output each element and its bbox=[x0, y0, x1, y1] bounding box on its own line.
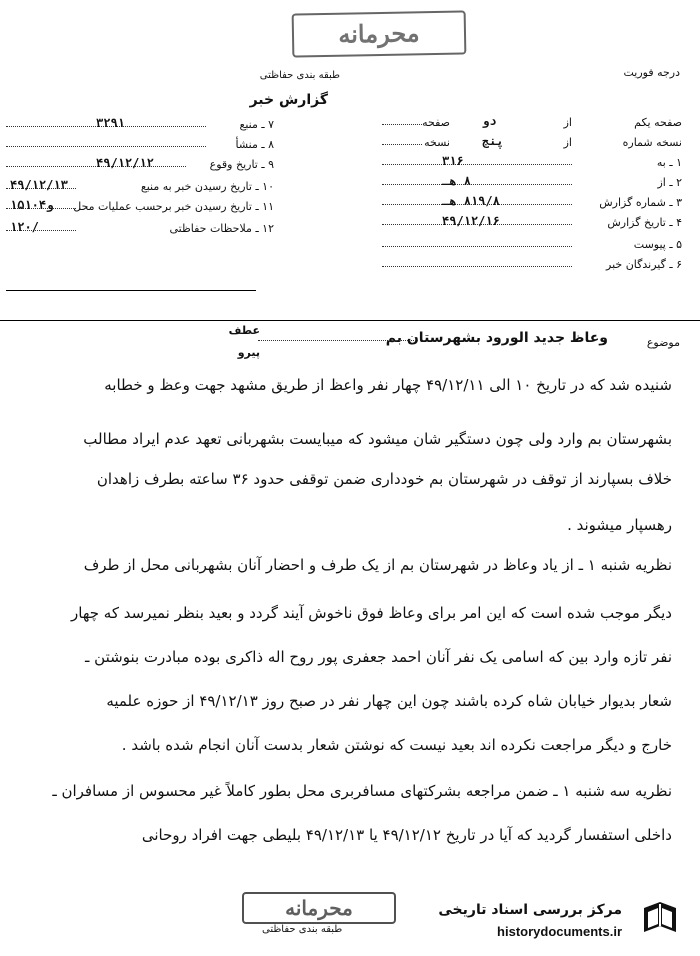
subject-text: وعاظ جدید الورود بشهرستان بم bbox=[385, 330, 608, 346]
left-field-row bbox=[6, 118, 274, 134]
footer-classification: طبقه بندی حفاظتی bbox=[262, 924, 343, 935]
right-field-row bbox=[382, 136, 682, 152]
field-dotted-line bbox=[382, 164, 572, 165]
field-value: ۳۱۶ bbox=[442, 154, 464, 168]
left-field-row bbox=[6, 138, 274, 154]
body-line: شنیده شد که در تاریخ ۱۰ الی ۴۹/۱۲/۱۱ چهار نفر واعظ از طریق مشهد جهت وعظ و خطابه bbox=[104, 376, 672, 394]
field-value: ۴۹/۱۲/۱۲ bbox=[96, 156, 154, 170]
field-label: ۹ ـ تاریخ وقوع bbox=[209, 158, 274, 171]
body-line: خلاف بسپارند از توقف در شهرستان بم خودداری ضمن توقفی حدود ۳۶ ساعته بطرف زاهدان bbox=[96, 470, 672, 488]
field-label: صفحه یکم bbox=[634, 116, 682, 129]
priority-label: درجه فوریت bbox=[623, 66, 680, 79]
field-value: ۱۵و۱۰۴ bbox=[10, 198, 54, 212]
body-line: خارج و دیگر مراجعت نکرده اند بعید نیست که نوشتن شعار بدست آنان انجام شده باشد . bbox=[121, 736, 672, 754]
field-dotted-line bbox=[6, 146, 206, 147]
field-label: ۸ ـ منشأ bbox=[235, 138, 274, 151]
field-label: ۱۱ ـ تاریخ رسیدن خبر برحسب عملیات محل bbox=[73, 200, 274, 213]
field-dotted-line bbox=[382, 266, 572, 267]
field-label: ۱ ـ به bbox=[656, 156, 682, 169]
field-dotted-line bbox=[382, 184, 572, 185]
field-label: ۳ ـ شماره گزارش bbox=[599, 196, 682, 209]
left-divider bbox=[6, 290, 256, 291]
field-of-label: از bbox=[563, 116, 572, 129]
field-value: ۸ هـ bbox=[442, 174, 471, 188]
body-line: دیگر موجب شده است که این امر برای وعاظ فوق ناخوش آیند گردد و بعید بنظر نمیرسد که چهار bbox=[71, 604, 672, 622]
field-value: ۴۹/۱۲/۱۶ bbox=[442, 214, 500, 228]
field-of-label: از bbox=[563, 136, 572, 149]
field-value: دو bbox=[482, 114, 497, 128]
body-line: داخلی استفسار گردید که آیا در تاریخ ۴۹/۱۲/۱۲ یا ۴۹/۱۲/۱۳ بلیطی جهت افراد روحانی bbox=[141, 826, 672, 844]
archive-brand-persian: مرکز بررسی اسناد تاریخی bbox=[438, 902, 622, 918]
classification-label: طبقه بندی حفاظتی bbox=[259, 70, 340, 81]
field-label: ۵ ـ پیوست bbox=[633, 238, 682, 251]
field-label: ۴ ـ تاریخ گزارش bbox=[607, 216, 682, 229]
right-field-row bbox=[382, 156, 682, 172]
header-divider bbox=[0, 320, 700, 321]
right-field-row bbox=[382, 116, 682, 132]
field-value: ۸۱۹/۸ هـ bbox=[442, 194, 500, 208]
right-field-row bbox=[382, 238, 682, 254]
body-line: شعار بدیوار خیابان شاه کرده باشند چون این چهار نفر در صبح روز ۴۹/۱۲/۱۳ از حوزه علمیه bbox=[106, 692, 672, 710]
field-dotted-line bbox=[382, 144, 422, 145]
field-label: ۲ ـ از bbox=[657, 176, 682, 189]
followup-label: پیرو bbox=[237, 346, 260, 359]
subject-label: موضوع bbox=[646, 336, 680, 349]
subject-dots bbox=[258, 340, 418, 341]
field-label: ۱۰ ـ تاریخ رسیدن خبر به منبع bbox=[140, 180, 274, 193]
confidential-stamp-top: محرمانه bbox=[292, 10, 467, 57]
field-unit-label: صفحه bbox=[422, 116, 450, 129]
field-label: ۱۲ ـ ملاحظات حفاظتی bbox=[169, 222, 274, 235]
body-line: بشهرستان بم وارد ولی چون دستگیر شان میشود که میبایست بشهربانی تعهد عدم ایراد مطالب bbox=[83, 430, 672, 448]
left-field-row bbox=[6, 158, 274, 174]
archive-brand-url: historydocuments.ir bbox=[497, 924, 622, 939]
field-unit-label: نسخه bbox=[424, 136, 450, 149]
field-label: ۶ ـ گیرندگان خبر bbox=[606, 258, 682, 271]
field-label: ۷ ـ منبع bbox=[239, 118, 274, 131]
field-value: ۳۲۹۱ bbox=[96, 116, 125, 130]
body-line: نظریه سه شنبه ۱ ـ ضمن مراجعه بشرکتهای مسافربری محل بطور کاملاً غیر محسوس از مسافران ـ bbox=[52, 782, 672, 800]
field-value: ۴۹/۱۲/۱۳ bbox=[10, 178, 68, 192]
right-field-row bbox=[382, 216, 682, 232]
field-value: ۱۲۰/ bbox=[10, 220, 39, 234]
left-field-row bbox=[6, 180, 274, 196]
book-logo-icon bbox=[640, 898, 680, 938]
left-field-row bbox=[6, 222, 274, 238]
body-line: نفر تازه وارد بین که اسامی یک نفر آنان احمد جعفری پور روح اله ذاکری بوده مبادرت بنوشتن ـ bbox=[85, 648, 672, 666]
field-dotted-line bbox=[382, 124, 422, 125]
right-field-row bbox=[382, 196, 682, 212]
field-value: پنج bbox=[482, 134, 504, 148]
right-field-row bbox=[382, 176, 682, 192]
reference-label: عطف bbox=[228, 324, 260, 337]
confidential-stamp-bottom: محرمانه bbox=[242, 892, 396, 924]
body-line: رهسپار میشوند . bbox=[567, 516, 672, 534]
left-field-row bbox=[6, 200, 274, 216]
report-title: گزارش خبر bbox=[249, 92, 328, 108]
right-field-row bbox=[382, 258, 682, 274]
field-label: نسخه شماره bbox=[622, 136, 682, 149]
body-line: نظریه شنبه ۱ ـ از یاد وعاظ در شهرستان بم از یک طرف و احضار آنان بشهربانی محل از طرف bbox=[83, 556, 672, 574]
field-dotted-line bbox=[382, 246, 572, 247]
